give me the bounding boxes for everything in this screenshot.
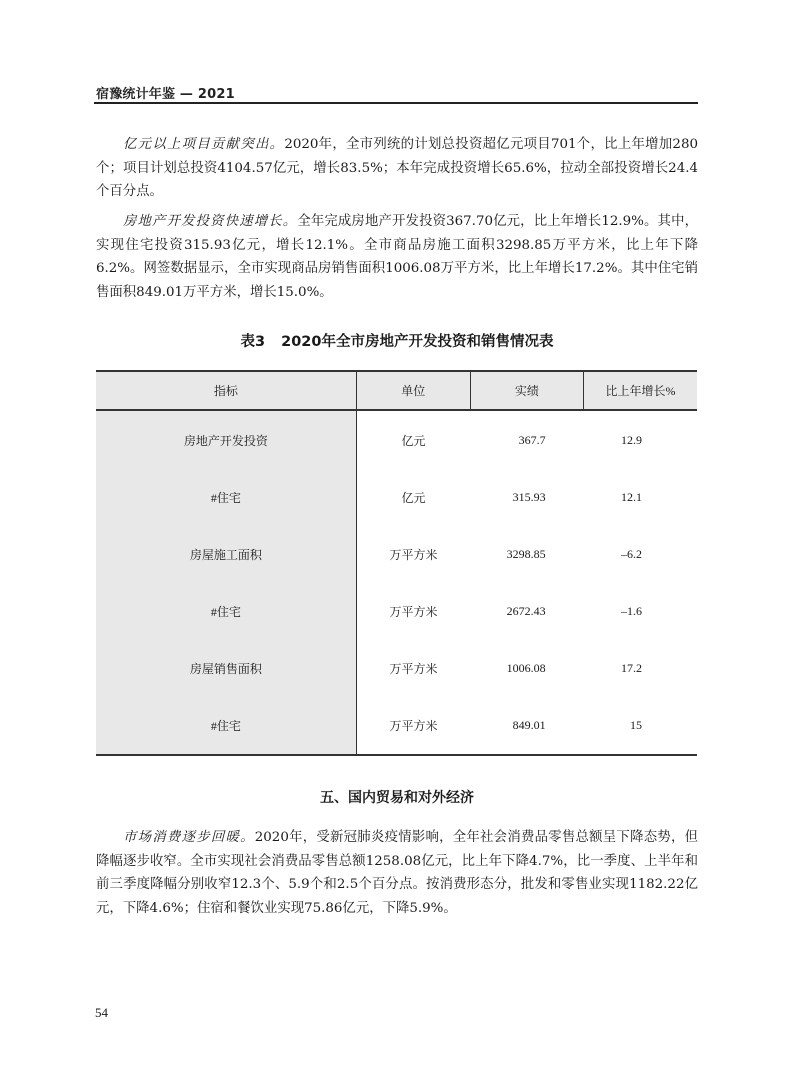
paragraph-body: 全年完成房地产开发投资367.70亿元，比上年增长12.9%。其中，实现住宅投资315.93亿元，增长12.1%。全市商品房施工面积3298.85万平方米，比上年下降6.2%。网签数据显示，全市实现商品房销售面积1006.08万平方米，比上年增长17.2%。其中住宅销售面积849.01万平方米，增长15.0%。 <box>96 214 698 300</box>
paragraph-consumer-market <box>96 826 698 920</box>
table-row <box>96 410 697 469</box>
cell-growth: 17.2 <box>621 661 642 675</box>
cell-unit: 亿元 <box>401 434 426 448</box>
table-row <box>96 469 697 526</box>
cell-growth: –1.6 <box>621 604 642 618</box>
table-caption <box>96 330 698 351</box>
cell-value: 367.7 <box>518 433 546 447</box>
cell-growth: 15 <box>584 697 697 755</box>
cell-value: 849.01 <box>470 697 583 755</box>
cell-growth: –6.2 <box>621 547 642 561</box>
table-row <box>96 697 697 755</box>
cell-value: 2672.43 <box>506 604 546 618</box>
table-number: 表3 <box>240 334 266 350</box>
column-header-unit: 单位 <box>356 371 470 410</box>
section-heading: 五、国内贸易和对外经济 <box>320 790 474 806</box>
cell-growth: 12.1 <box>621 490 642 504</box>
cell-indicator: #住宅 <box>96 697 356 755</box>
paragraph-lead: 市场消费逐步回暖。 <box>123 830 255 845</box>
column-header-indicator: 指标 <box>96 371 356 410</box>
cell-value: 315.93 <box>512 490 546 504</box>
cell-unit: 万平方米 <box>389 662 438 676</box>
cell-indicator: 房屋施工面积 <box>96 526 356 583</box>
page-number: 54 <box>95 1005 108 1020</box>
header-rule <box>94 102 698 104</box>
cell-indicator: #住宅 <box>96 469 356 526</box>
table-row <box>96 526 697 583</box>
cell-indicator: 房屋销售面积 <box>96 640 356 697</box>
column-header-growth: 比上年增长% <box>584 371 697 410</box>
cell-unit: 万平方米 <box>389 605 438 619</box>
cell-indicator: #住宅 <box>96 583 356 640</box>
table-header-row <box>96 371 697 410</box>
paragraph-major-projects <box>96 133 698 204</box>
table-title: 2020年全市房地产开发投资和销售情况表 <box>281 334 554 350</box>
column-header-value: 实绩 <box>470 371 583 410</box>
cell-indicator: 房地产开发投资 <box>96 410 356 469</box>
cell-unit: 万平方米 <box>356 697 470 755</box>
running-head-title: 宿豫统计年鉴 — 2021 <box>96 87 235 102</box>
paragraph-lead: 亿元以上项目贡献突出。 <box>123 137 285 152</box>
table-row <box>96 640 697 697</box>
paragraph-real-estate <box>96 210 698 304</box>
paragraph-body: 2020年，全市列统的计划总投资超亿元项目701个，比上年增加280个；项目计划总投资4104.57亿元，增长83.5%；本年完成投资增长65.6%，拉动全部投资增长24.4个百分点。 <box>96 137 698 199</box>
cell-growth: 12.9 <box>621 433 642 447</box>
cell-unit: 亿元 <box>401 491 426 505</box>
paragraph-lead: 房地产开发投资快速增长。 <box>123 214 298 229</box>
paragraph-body: 2020年，受新冠肺炎疫情影响，全年社会消费品零售总额呈下降态势，但降幅逐步收窄。全市实现社会消费品零售总额1258.08亿元，比上年下降4.7%，比一季度、上半年和前三季度降幅分别收窄12.3个、5.9个和2.5个百分点。按消费形态分，批发和零售业实现1182.22亿元，下降4.6%；住宿和餐饮业实现75.86亿元，下降5.9%。 <box>96 830 699 916</box>
real-estate-table <box>96 370 697 756</box>
table-row <box>96 583 697 640</box>
cell-value: 3298.85 <box>506 547 546 561</box>
cell-value: 1006.08 <box>506 661 546 675</box>
cell-unit: 万平方米 <box>389 548 438 562</box>
